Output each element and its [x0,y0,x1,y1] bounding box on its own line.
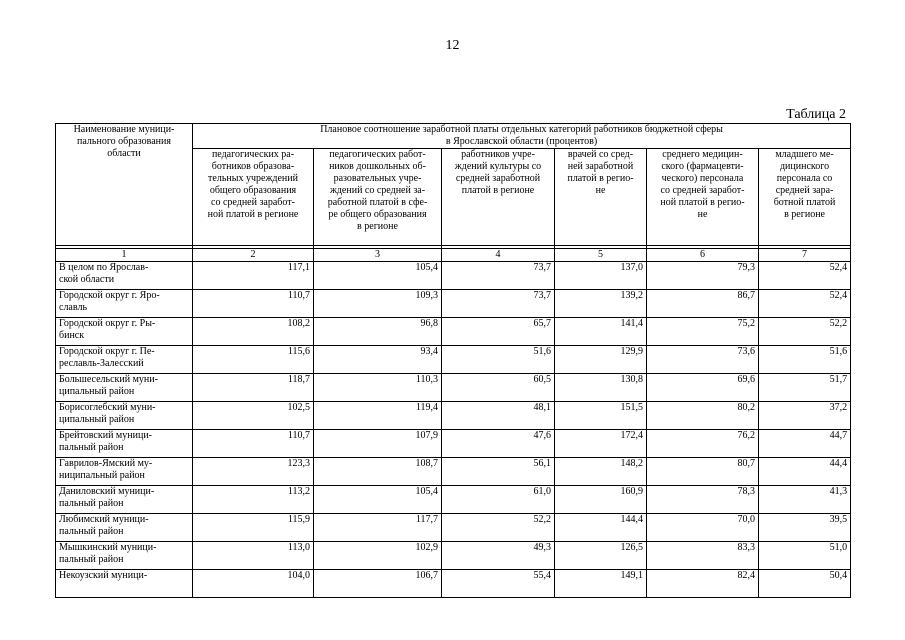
ratio-value: 39,5 [759,514,851,542]
ratio-value: 52,4 [759,290,851,318]
header-category-doctors: врачей со сред- ней заработной платой в регио- не [555,149,647,246]
ratio-value: 73,6 [647,346,759,374]
ratio-value: 172,4 [555,430,647,458]
ratio-value: 129,9 [555,346,647,374]
ratio-value: 56,1 [442,458,555,486]
ratio-value: 80,7 [647,458,759,486]
ratio-value: 76,2 [647,430,759,458]
ratio-value: 44,7 [759,430,851,458]
ratio-value: 141,4 [555,318,647,346]
ratio-value: 108,2 [193,318,314,346]
ratio-value: 149,1 [555,570,647,598]
header-group-label: Плановое соотношение заработной платы отдельных категорий работников бюджетной сферы в Ярославской области (процентов) [320,124,723,147]
municipality-name: Даниловский муници- пальный район [56,486,193,514]
ratio-value: 110,3 [314,374,442,402]
ratio-value: 70,0 [647,514,759,542]
ratio-value: 51,6 [759,346,851,374]
ratio-value: 96,8 [314,318,442,346]
ratio-value: 82,4 [647,570,759,598]
ratio-value: 51,6 [442,346,555,374]
municipality-name: Борисоглебский муни- ципальный район [56,402,193,430]
table-row [56,570,851,598]
ratio-value: 110,7 [193,430,314,458]
ratio-value: 61,0 [442,486,555,514]
ratio-value: 109,3 [314,290,442,318]
header-group [193,124,851,149]
ratio-value: 55,4 [442,570,555,598]
table-row [56,458,851,486]
ratio-value: 47,6 [442,430,555,458]
ratio-value: 137,0 [555,262,647,290]
ratio-value: 105,4 [314,262,442,290]
header-category-mid-medical: среднего медицин- ского (фармацевти- ческого) персонала со средней заработ- ной платой в регио- не [647,149,759,246]
ratio-value: 106,7 [314,570,442,598]
header-category-teachers-general: педагогических ра- ботников образова- тельных учреждений общего образования со средней заработ- ной платой в регионе [193,149,314,246]
municipality-name: В целом по Ярослав- ской области [56,262,193,290]
table-body [56,262,851,598]
ratio-value: 119,4 [314,402,442,430]
ratio-value: 93,4 [314,346,442,374]
ratio-value: 73,7 [442,262,555,290]
column-number: 4 [442,249,555,262]
municipality-name: Некоузский муници- [56,570,193,598]
ratio-value: 107,9 [314,430,442,458]
municipality-name: Городской округ г. Ры- бинск [56,318,193,346]
ratio-value: 160,9 [555,486,647,514]
ratio-value: 123,3 [193,458,314,486]
table-row [56,318,851,346]
ratio-value: 52,2 [442,514,555,542]
column-number: 2 [193,249,314,262]
ratio-value: 130,8 [555,374,647,402]
ratio-value: 78,3 [647,486,759,514]
header-category-culture: работников учре- ждений культуры со средней заработной платой в регионе [442,149,555,246]
header-municipality [56,124,193,246]
table-row [56,486,851,514]
column-number: 3 [314,249,442,262]
column-number: 6 [647,249,759,262]
ratio-value: 102,9 [314,542,442,570]
municipality-name: Городской округ г. Пе- реславль-Залесский [56,346,193,374]
ratio-value: 69,6 [647,374,759,402]
table-caption: Таблица 2 [786,107,846,122]
ratio-value: 151,5 [555,402,647,430]
ratio-value: 52,2 [759,318,851,346]
ratio-value: 51,7 [759,374,851,402]
ratio-value: 115,6 [193,346,314,374]
ratio-value: 148,2 [555,458,647,486]
column-number: 1 [56,249,193,262]
ratio-value: 51,0 [759,542,851,570]
salary-ratio-table [55,123,851,598]
ratio-value: 115,9 [193,514,314,542]
column-number: 7 [759,249,851,262]
table-row [56,402,851,430]
header-municipality-label: Наименование муници- пального образования области [73,124,175,159]
ratio-value: 65,7 [442,318,555,346]
table-row [56,430,851,458]
ratio-value: 117,7 [314,514,442,542]
ratio-value: 73,7 [442,290,555,318]
ratio-value: 113,2 [193,486,314,514]
municipality-name: Мышкинский муници- пальный район [56,542,193,570]
ratio-value: 50,4 [759,570,851,598]
ratio-value: 44,4 [759,458,851,486]
table-row [56,374,851,402]
ratio-value: 37,2 [759,402,851,430]
municipality-name: Любимский муници- пальный район [56,514,193,542]
ratio-value: 144,4 [555,514,647,542]
ratio-value: 108,7 [314,458,442,486]
ratio-value: 60,5 [442,374,555,402]
municipality-name: Брейтовский муници- пальный район [56,430,193,458]
table-row [56,290,851,318]
ratio-value: 118,7 [193,374,314,402]
table-row [56,514,851,542]
ratio-value: 48,1 [442,402,555,430]
header-category-teachers-preschool: педагогических работ- ников дошкольных об- разовательных учре- ждений со средней за- работной платой в сфе- ре общего образования в регионе [314,149,442,246]
municipality-name: Гаврилов-Ямский му- ниципальный район [56,458,193,486]
ratio-value: 86,7 [647,290,759,318]
ratio-value: 104,0 [193,570,314,598]
page-number: 12 [445,38,460,53]
ratio-value: 41,3 [759,486,851,514]
ratio-value: 79,3 [647,262,759,290]
column-number: 5 [555,249,647,262]
municipality-name: Городской округ г. Яро- славль [56,290,193,318]
ratio-value: 113,0 [193,542,314,570]
ratio-value: 110,7 [193,290,314,318]
ratio-value: 126,5 [555,542,647,570]
municipality-name: Большесельский муни- ципальный район [56,374,193,402]
ratio-value: 52,4 [759,262,851,290]
ratio-value: 49,3 [442,542,555,570]
ratio-value: 102,5 [193,402,314,430]
ratio-value: 80,2 [647,402,759,430]
ratio-value: 139,2 [555,290,647,318]
ratio-value: 105,4 [314,486,442,514]
header-category-junior-medical: младшего ме- дицинского персонала со средней зара- ботной платой в регионе [759,149,851,246]
ratio-value: 83,3 [647,542,759,570]
table-row [56,542,851,570]
table-row [56,346,851,374]
table-row [56,262,851,290]
ratio-value: 75,2 [647,318,759,346]
column-number-row [56,249,851,262]
ratio-value: 117,1 [193,262,314,290]
